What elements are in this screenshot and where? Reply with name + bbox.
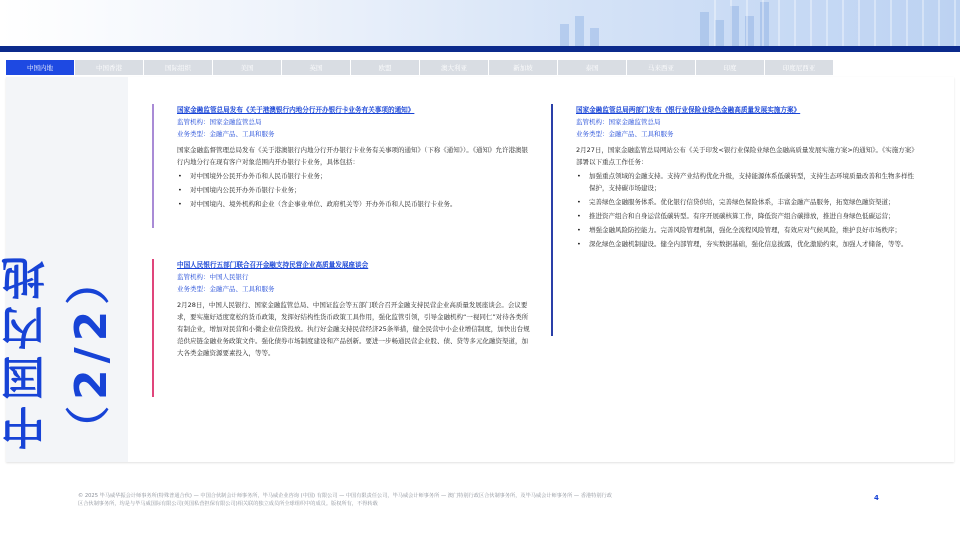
banner-bar <box>560 24 569 46</box>
accent-bar <box>551 104 553 336</box>
list-item: • 推进资产组合和自身运营低碳转型。有序开展碳核算工作，降低资产组合碳排放，推进自身绿色低碳运营； <box>576 210 916 222</box>
bullet-list <box>576 170 916 250</box>
banner-bar <box>575 16 584 46</box>
news-title[interactable]: 国家金融监管总局两部门发布《银行业保险业绿色金融高质量发展实施方案》 <box>576 106 801 114</box>
list-item: • 对中国境内公民开办外币银行卡业务； <box>177 184 532 196</box>
news-body: 2月28日，中国人民银行、国家金融监管总局、中国证监会等五部门联合召开金融支持民营企业高质量发展座谈会。会议要求，要实施好适度宽松的货币政策，发挥好结构性货币政策工具作用，强化监管引领，引导金融机构“一视同仁”对待各类所有制企业，增加对民营和小微企业信贷投放。执行好金融支持民营经济25条举措，健全民营中小企业增信制度，加快出台规范供应链金融业务政策文件。强化债券市场制度建设和产品创新。要进一步畅通民营企业股、债、贷等多元化融资渠道，加大各类金融资源要素投入，等等。 <box>177 301 530 357</box>
news-title[interactable]: 国家金融监管总局发布《关于港澳银行内地分行开办银行卡业务有关事项的通知》 <box>177 106 415 114</box>
tab-9[interactable]: 马来西亚 <box>627 60 695 75</box>
list-item: • 对中国境外公民开办外币和人民币银行卡业务； <box>177 170 532 182</box>
business-type: 业务类型：金融产品、工具和服务 <box>177 285 275 293</box>
news-item-private-enterprise-forum <box>152 259 532 359</box>
accent-bar <box>152 259 154 397</box>
regulator: 监管机构：国家金融监管总局 <box>576 118 661 126</box>
business-type: 业务类型：金融产品、工具和服务 <box>177 130 275 138</box>
list-item: • 对中国境内、境外机构和企业（含企事业单位、政府机关等）开办外币和人民币银行卡业务。 <box>177 198 532 210</box>
news-item-green-finance-plan <box>551 104 916 252</box>
tab-5[interactable]: 欧盟 <box>351 60 419 75</box>
list-item: • 加强重点领域的金融支持。支持产业结构优化升级，支持能源体系低碳转型，支持生态环境质量改善和生物多样性保护，支持碳市场建设； <box>576 170 916 194</box>
list-item: • 完善绿色金融服务体系。优化银行信贷供给，完善绿色保险体系，丰富金融产品服务，拓宽绿色融资渠道； <box>576 196 916 208</box>
banner-bar <box>590 28 599 46</box>
tab-1[interactable]: 中国香港 <box>75 60 143 75</box>
news-item-hk-macau-bank-cards <box>152 104 532 212</box>
header-banner <box>0 0 960 46</box>
tab-0[interactable]: 中国内地 <box>6 60 74 75</box>
tab-10[interactable]: 印度 <box>696 60 764 75</box>
regulator: 监管机构：国家金融监管总局 <box>177 118 262 126</box>
footer-line: 区合伙制事务所，均是与毕马威国际有限公司(英国私营担保有限公司)相关联的独立成员所全球组织中的成员。版权所有，不得转载 <box>78 501 378 507</box>
footer-copyright <box>78 492 798 508</box>
news-title[interactable]: 中国人民银行五部门联合召开金融支持民营企业高质量发展座谈会 <box>177 261 369 269</box>
tab-11[interactable]: 印度尼西亚 <box>765 60 833 75</box>
bullet-list <box>177 170 532 210</box>
tab-8[interactable]: 泰国 <box>558 60 626 75</box>
accent-bar <box>152 104 154 228</box>
footer-line: © 2025 毕马威华振会计师事务所(特殊普通合伙) — 中国合伙制会计师事务所，毕马威企业咨询 (中国) 有限公司 — 中国有限责任公司，毕马威会计师事务所 — 澳门特别行政区合伙制事务所，及毕马威会计师事务所 — 香港特别行政 <box>78 493 612 499</box>
list-item: • 深化绿色金融机制建设。健全内部管理，夯实数据基础，强化信息披露，优化激励约束，加强人才储备，等等。 <box>576 238 916 250</box>
tab-2[interactable]: 国际组织 <box>144 60 212 75</box>
page-title: 中国内地（2/2） <box>2 250 117 450</box>
business-type: 业务类型：金融产品、工具和服务 <box>576 130 674 138</box>
tab-3[interactable]: 美国 <box>213 60 281 75</box>
tab-4[interactable]: 英国 <box>282 60 350 75</box>
regulator: 监管机构：中国人民银行 <box>177 273 249 281</box>
page-number: 4 <box>874 494 879 502</box>
region-tabs <box>6 60 833 75</box>
banner-stripes <box>700 0 960 46</box>
tab-7[interactable]: 新加坡 <box>489 60 557 75</box>
news-body: 国家金融监督管理总局发布《关于港澳银行内地分行开办银行卡业务有关事项的通知》（下称《通知》）。《通知》允许港澳银行内地分行在现有客户对象范围内开办银行卡业务，具体包括： <box>177 146 528 166</box>
news-body: 2月27日，国家金融监管总局网站公布《关于印发<银行业保险业绿色金融高质量发展实施方案>的通知》。《实施方案》部署以下重点工作任务： <box>576 146 915 166</box>
list-item: • 增强金融风险防控能力。完善风险管理机制，强化全流程风险管理，有效应对气候风险，维护良好市场秩序； <box>576 224 916 236</box>
tab-6[interactable]: 澳大利亚 <box>420 60 488 75</box>
header-rule <box>0 46 960 52</box>
